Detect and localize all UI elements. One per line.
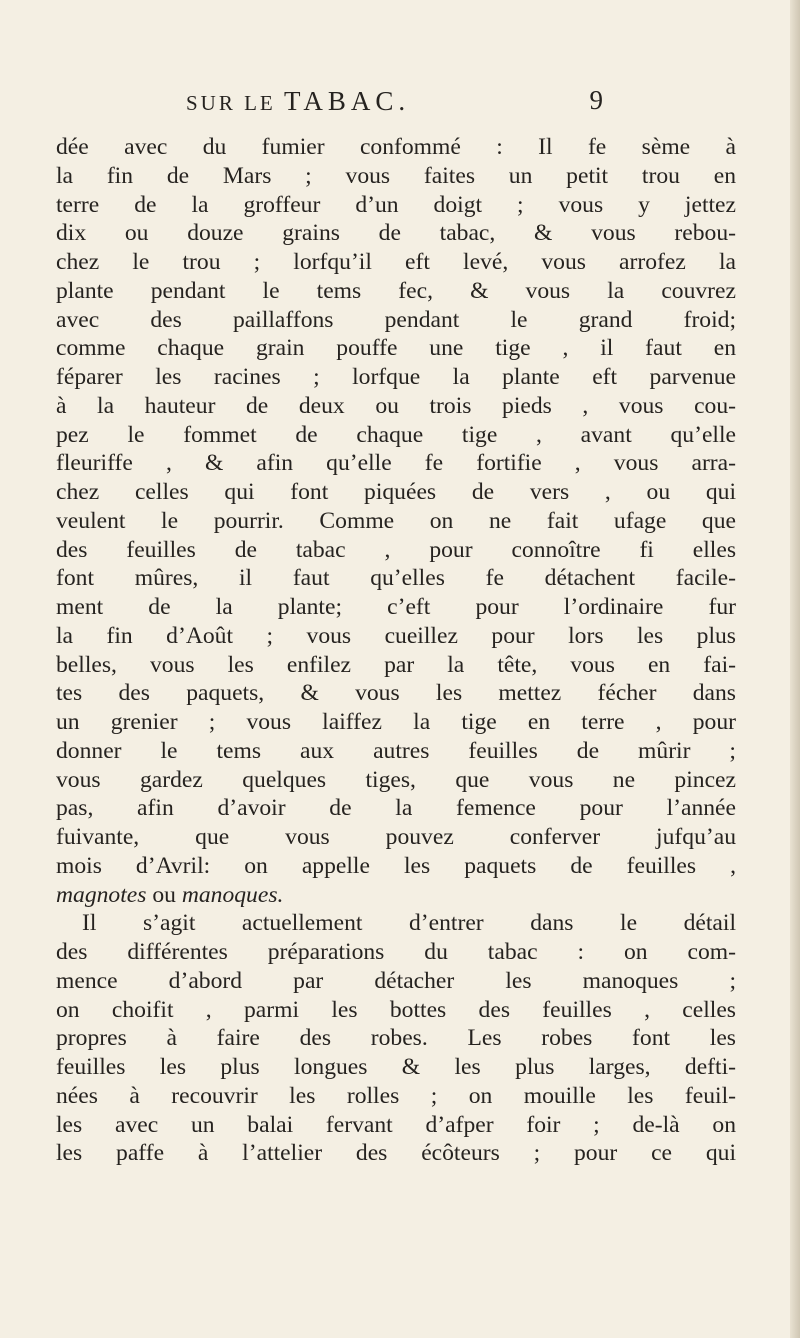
italic-term: magnotes bbox=[56, 881, 147, 908]
text-line: pez le fommet de chaque tige , avant qu’elle bbox=[56, 421, 736, 448]
text-line: fuivante, que vous pouvez conferver jufqu’au bbox=[56, 824, 736, 850]
text-line: pas, afin d’avoir de la femence pour l’année bbox=[56, 795, 736, 822]
running-title-prefix: SUR LE bbox=[186, 91, 285, 115]
text-line: dée avec du fumier confommé : Il fe sème à bbox=[56, 134, 736, 160]
text-line: mois d’Avril: on appelle les paquets de feuilles , bbox=[56, 852, 736, 879]
text-line: des différentes préparations du tabac : on com- bbox=[56, 939, 736, 965]
text-line: chez le trou ; lorfqu’il eft levé, vous arrofez la bbox=[56, 249, 736, 275]
text-line: feuilles les plus longues & les plus larges, defti- bbox=[56, 1054, 736, 1080]
page-number: 9 bbox=[589, 85, 606, 115]
running-title bbox=[186, 86, 410, 117]
page-edge-shadow bbox=[790, 0, 800, 1338]
text-line-first: Il s’agit actuellement d’entrer dans le détail bbox=[82, 910, 736, 937]
text-line: chez celles qui font piquées de vers , ou qui bbox=[56, 479, 736, 505]
text-line: on choifit , parmi les bottes des feuilles , celles bbox=[56, 996, 736, 1023]
text-line: dix ou douze grains de tabac, & vous rebou- bbox=[56, 220, 736, 247]
text-line: à la hauteur de deux ou trois pieds , vous cou- bbox=[56, 392, 736, 419]
text-line: propres à faire des robes. Les robes font les bbox=[56, 1025, 736, 1052]
text-fragment: ou bbox=[146, 881, 182, 908]
text-line: vous gardez quelques tiges, que vous ne pincez bbox=[56, 766, 736, 793]
text-line: des feuilles de tabac , pour connoître fi elles bbox=[56, 536, 736, 563]
running-head bbox=[186, 86, 606, 116]
text-line: comme chaque grain pouffe une tige , il faut en bbox=[56, 335, 736, 362]
text-line: donner le tems aux autres feuilles de mûrir ; bbox=[56, 737, 736, 764]
text-line: fleuriffe , & afin qu’elle fe fortifie , vous arra- bbox=[56, 450, 736, 477]
text-line: un grenier ; vous laiffez la tige en terre , pour bbox=[56, 709, 736, 735]
text-line: les paffe à l’attelier des écôteurs ; pour ce qui bbox=[56, 1140, 736, 1167]
italic-term: manoques. bbox=[181, 881, 284, 908]
text-line: les avec un balai fervant d’afper foir ; de-là on bbox=[56, 1111, 736, 1138]
text-line: font mûres, il faut qu’elles fe détachent facile- bbox=[56, 565, 736, 592]
text-line: féparer les racines ; lorfque la plante eft parvenue bbox=[56, 364, 736, 390]
text-line: plante pendant le tems fec, & vous la couvrez bbox=[56, 277, 736, 304]
text-line: mence d’abord par détacher les manoques ; bbox=[56, 967, 736, 994]
text-line: nées à recouvrir les rolles ; on mouille les feuil- bbox=[56, 1082, 736, 1109]
text-line: veulent le pourrir. Comme on ne fait ufage que bbox=[56, 507, 736, 534]
text-line: avec des paillaffons pendant le grand froid; bbox=[56, 306, 736, 333]
text-line: la fin d’Août ; vous cueillez pour lors les plus bbox=[56, 622, 736, 649]
text-line: terre de la groffeur d’un doigt ; vous y jettez bbox=[56, 191, 736, 218]
text-line: la fin de Mars ; vous faites un petit trou en bbox=[56, 162, 736, 189]
body-text bbox=[56, 133, 736, 1168]
text-line-last bbox=[56, 881, 736, 910]
text-line: belles, vous les enfilez par la tête, vous en fai- bbox=[56, 651, 736, 678]
running-title-main: TABAC. bbox=[284, 86, 411, 116]
text-line: tes des paquets, & vous les mettez fécher dans bbox=[56, 680, 736, 707]
text-line: ment de la plante; c’eft pour l’ordinaire fur bbox=[56, 594, 736, 620]
